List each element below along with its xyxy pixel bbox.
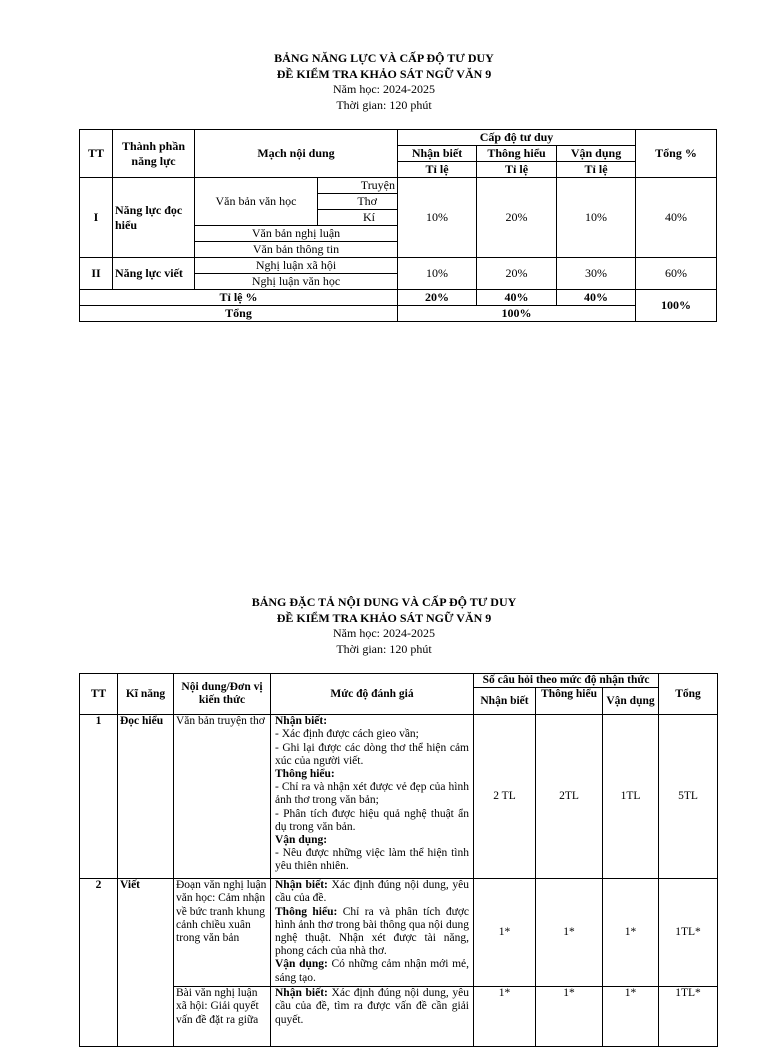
t2-r3-nb-text: Xác định đúng nội dung, yêu cầu của đề, tìm ra được vấn đề cần giải quyết. xyxy=(275,987,469,1026)
t1-r1-ki: Kí xyxy=(318,210,398,226)
t1-r2-th: 20% xyxy=(477,258,557,290)
t1-r2-vanhoc: Nghị luận văn học xyxy=(195,274,398,290)
t2-header-socau: Số câu hỏi theo mức độ nhận thức xyxy=(474,674,659,688)
t2-r1-kinang: Đọc hiểu xyxy=(118,715,174,879)
t1-r2-xahoi: Nghị luận xã hội xyxy=(195,258,398,274)
t1-header-nhanbiet: Nhận biết xyxy=(398,146,477,162)
header-2-year: Năm học: 2024-2025 xyxy=(333,626,435,640)
t1-tile-vd: 40% xyxy=(557,290,636,306)
t2-r3-mucdo xyxy=(271,987,474,1047)
t1-r2-name: Năng lực viết xyxy=(113,258,195,290)
t1-header-tt: TT xyxy=(80,130,113,178)
t2-r2-tong: 1TL* xyxy=(659,879,718,987)
t2-r1-vd1: - Nêu được những việc làm thể hiện tình yêu thiên nhiên. xyxy=(275,847,469,873)
t2-r1-vd: 1TL xyxy=(603,715,659,879)
header-1-time: Thời gian: 120 phút xyxy=(336,97,432,112)
specification-table xyxy=(79,673,718,1047)
header-2 xyxy=(0,595,768,657)
t1-r1-thongtin: Văn bản thông tin xyxy=(195,242,398,258)
competency-table xyxy=(79,129,717,322)
t1-tile-th: 40% xyxy=(477,290,557,306)
t1-header-capdo: Cấp độ tư duy xyxy=(398,130,636,146)
t2-r1-tt: 1 xyxy=(80,715,118,879)
t1-header-tile-nb: Tỉ lệ xyxy=(398,162,477,178)
t1-header-tong: Tổng % xyxy=(636,130,717,178)
t1-r1-tho: Thơ xyxy=(318,194,398,210)
header-1-title-2: ĐỀ KIỂM TRA KHẢO SÁT NGỮ VĂN 9 xyxy=(276,66,492,81)
t2-r3-noidung: Bài văn nghị luận xã hội: Giải quyết vấn đề đặt ra giữa xyxy=(174,987,271,1047)
header-1-title-1: BẢNG NĂNG LỰC VÀ CẤP ĐỘ TƯ DUY xyxy=(274,51,494,65)
t2-header-mucdo: Mức độ đánh giá xyxy=(271,674,474,715)
t1-r1-name: Năng lực đọc hiểu xyxy=(113,178,195,258)
header-1-year: Năm học: 2024-2025 xyxy=(333,82,435,96)
t1-header-thonghieu: Thông hiểu xyxy=(477,146,557,162)
t2-r1-vd-label: Vận dụng: xyxy=(275,834,328,847)
t2-header-kinang: Kĩ năng xyxy=(118,674,174,715)
t2-r2-vd: 1* xyxy=(603,879,659,987)
t2-r3-vd: 1* xyxy=(603,987,659,1047)
t1-tile-tong: 100% xyxy=(636,290,717,322)
t1-r2-tt: II xyxy=(80,258,113,290)
t1-header-tile-vd: Tỉ lệ xyxy=(557,162,636,178)
t2-header-tt: TT xyxy=(80,674,118,715)
t2-r2-mucdo xyxy=(271,879,474,987)
t2-r1-th1: - Chỉ ra và nhận xét được vẻ đẹp của hình ảnh thơ trong văn bản; xyxy=(275,781,469,807)
t2-r1-nb-label: Nhận biết: xyxy=(275,715,328,728)
t1-tong-label: Tổng xyxy=(80,306,398,322)
t1-r1-th: 20% xyxy=(477,178,557,258)
t1-r1-vd: 10% xyxy=(557,178,636,258)
header-2-title-2: ĐỀ KIỂM TRA KHẢO SÁT NGỮ VĂN 9 xyxy=(276,610,492,625)
t2-r2-nb-label: Nhận biết: xyxy=(275,879,328,892)
t2-r1-th-label: Thông hiểu: xyxy=(275,768,335,781)
t2-r2-nb: 1* xyxy=(474,879,536,987)
t1-tong-value: 100% xyxy=(398,306,636,322)
t2-header-nhanbiet: Nhận biết xyxy=(474,688,536,715)
t2-r1-tong: 5TL xyxy=(659,715,718,879)
t2-r3-th: 1* xyxy=(536,987,603,1047)
t2-r2-kinang: Viết xyxy=(118,879,174,1047)
t2-r2-vd-label: Vận dụng: xyxy=(275,958,328,971)
t1-r1-nghiluan: Văn bản nghị luận xyxy=(195,226,398,242)
t1-r1-vbvh: Văn bản văn học xyxy=(195,178,318,226)
t2-r2-th: 1* xyxy=(536,879,603,987)
t2-r1-th2: - Phân tích được hiệu quả nghệ thuật ẩn dụ trong văn bản. xyxy=(275,807,469,833)
t2-r2-noidung: Đoạn văn nghị luận văn học: Cảm nhận về bức tranh khung cảnh chiều xuân trong văn bản xyxy=(174,879,271,987)
t1-tile-label: Tỉ lệ % xyxy=(80,290,398,306)
t2-r1-noidung: Văn bản truyện thơ xyxy=(174,715,271,879)
t1-r2-tong: 60% xyxy=(636,258,717,290)
t2-r2-th-label: Thông hiểu: xyxy=(275,905,338,918)
t1-r1-tong: 40% xyxy=(636,178,717,258)
t2-r3-nb-label: Nhận biết: xyxy=(275,987,328,1000)
t2-r2-vd-text: Có những cảm nhận mới mẻ, sáng tạo. xyxy=(275,958,469,984)
t1-r1-nb: 10% xyxy=(398,178,477,258)
t1-header-mach: Mạch nội dung xyxy=(195,130,398,178)
t2-r3-tong: 1TL* xyxy=(659,987,718,1047)
t2-r3-nb: 1* xyxy=(474,987,536,1047)
header-2-time: Thời gian: 120 phút xyxy=(336,641,432,656)
t2-r1-th: 2TL xyxy=(536,715,603,879)
t2-r2-th-text: Chỉ ra và phân tích được hình ảnh thơ trong bài thông qua nội dung nghệ thuật. Nhận xét được tài năng, phong cách của nhà thơ. xyxy=(275,905,470,958)
t2-r1-nb1: - Xác định được cách gieo vần; xyxy=(275,728,419,741)
t2-header-thonghieu: Thông hiểu xyxy=(536,688,603,715)
t1-r1-tt: I xyxy=(80,178,113,258)
t1-header-tile-th: Tỉ lệ xyxy=(477,162,557,178)
header-1 xyxy=(0,51,768,113)
t2-header-noidung: Nội dung/Đơn vị kiến thức xyxy=(174,674,271,715)
t2-r1-nb: 2 TL xyxy=(474,715,536,879)
t2-r1-mucdo xyxy=(271,715,474,879)
t2-header-tong: Tổng xyxy=(659,674,718,715)
t2-r2-nb-text: Xác định đúng nội dung, yêu cầu của đề. xyxy=(275,879,469,905)
t1-header-vandung: Vận dụng xyxy=(557,146,636,162)
t1-tile-nb: 20% xyxy=(398,290,477,306)
t1-r1-truyen: Truyện xyxy=(318,178,398,194)
t1-r2-vd: 30% xyxy=(557,258,636,290)
t2-r2-tt: 2 xyxy=(80,879,118,1047)
t2-r1-nb2: - Ghi lại được các dòng thơ thể hiện cảm xúc của người viết. xyxy=(275,741,469,767)
header-2-title-1: BẢNG ĐẶC TẢ NỘI DUNG VÀ CẤP ĐỘ TƯ DUY xyxy=(251,595,517,609)
t1-r2-nb: 10% xyxy=(398,258,477,290)
t1-header-thanhphan: Thành phần năng lực xyxy=(113,130,195,178)
t2-header-vandung: Vận dụng xyxy=(603,688,659,715)
